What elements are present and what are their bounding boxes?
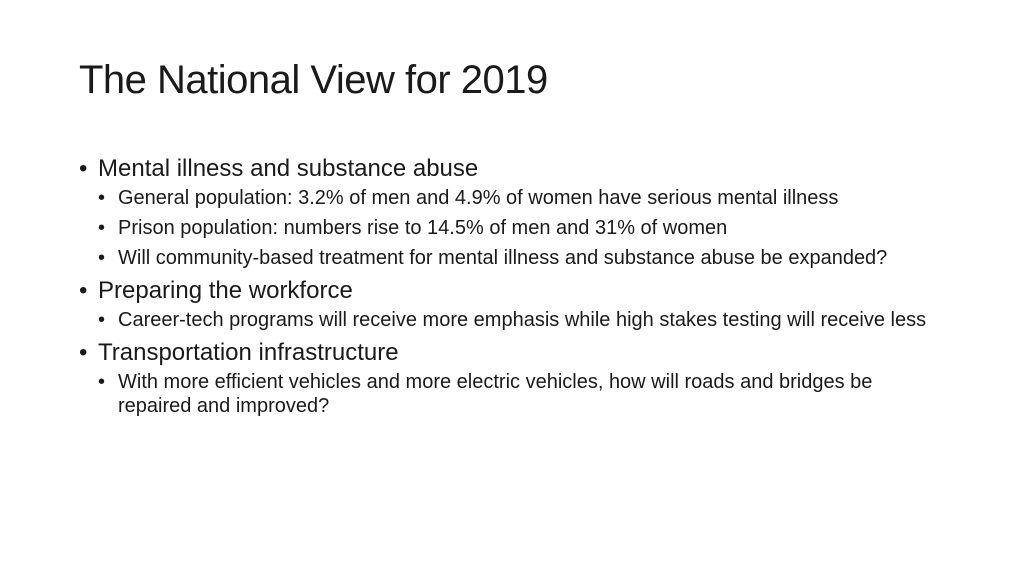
sub-bullet-list [98,308,959,332]
slide-title: The National View for 2019 [79,58,548,102]
bullet-item-level1 [79,338,959,368]
bullet-icon: • [98,187,106,209]
bullet-item-level2 [98,216,938,240]
bullet-icon: • [79,339,88,366]
sub-bullet-list [98,370,959,418]
bullet-item-level1 [79,154,959,184]
bullet-item-level2 [98,308,938,332]
bullet-item-level2 [98,186,938,210]
bullet-text: Transportation infrastructure [98,339,399,366]
bullet-icon: • [98,247,106,269]
bullet-text: With more efficient vehicles and more electric vehicles, how will roads and bridges be repaired and improved? [118,371,873,417]
bullet-text: Prison population: numbers rise to 14.5% of men and 31% of women [118,217,728,239]
bullet-text: Will community-based treatment for mental illness and substance abuse be expanded? [118,247,888,269]
sub-bullet-list [98,186,959,270]
bullet-icon: • [79,277,88,304]
bullet-icon: • [79,155,88,182]
bullet-item-level2 [98,370,938,418]
bullet-icon: • [98,309,106,331]
bullet-icon: • [98,217,106,239]
bullet-text: Career-tech programs will receive more emphasis while high stakes testing will receive less [118,309,927,331]
bullet-item-level2 [98,246,938,270]
bullet-icon: • [98,371,106,393]
bullet-item-level1 [79,276,959,306]
bullet-text: Preparing the workforce [98,277,353,304]
bullet-text: Mental illness and substance abuse [98,155,479,182]
slide-body [79,154,959,424]
bullet-text: General population: 3.2% of men and 4.9% of women have serious mental illness [118,187,839,209]
